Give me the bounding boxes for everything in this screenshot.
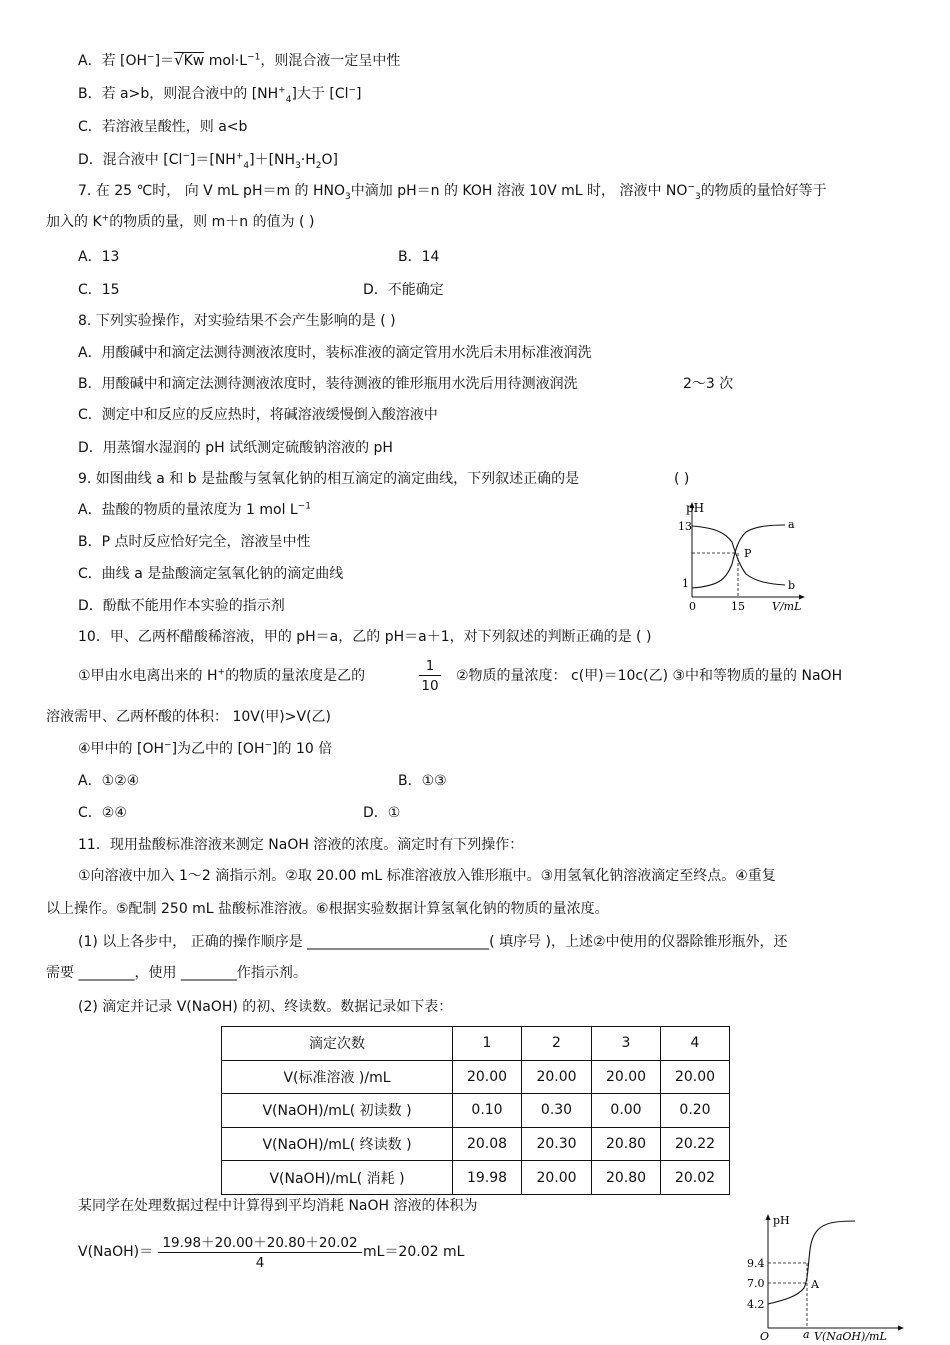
q7-stem-line1: 7. 在 25 ℃时， 向 V mL pH＝m 的 $HNO_3$中滴加 pH＝n 的 KOH 溶液 10V mL 时， 溶液中 $NO^-_3$的物质的量恰好等于 <box>78 182 827 202</box>
q9-curve-b <box>692 526 785 585</box>
table-cell: V(NaOH)/mL( 消耗 ) <box>222 1161 453 1195</box>
q8-option-d: D．用蒸馏水湿润的 pH 试纸测定硫酸钠溶液的 pH <box>78 440 393 456</box>
table-cell: 20.30 <box>522 1127 592 1161</box>
q9-graph-y-top: 13 <box>678 520 692 533</box>
q9-graph-point-label: P <box>744 547 752 560</box>
q11-calc-lhs: V(NaOH)＝ <box>78 1244 154 1260</box>
q7-option-b: B．14 <box>398 249 440 265</box>
q9-graph-curve-b-label: b <box>788 579 796 592</box>
table-cell: 20.00 <box>453 1060 522 1094</box>
q9-stem: 9. 如图曲线 a 和 b 是盐酸与氢氧化钠的相互滴定的滴定曲线，下列叙述正确的是 <box>78 471 580 487</box>
table-row <box>222 1094 730 1128</box>
q6-option-b: B．若 a>b，则混合液中的 $[NH^+_4]$大于 [Cl−] <box>78 85 362 105</box>
table-cell: 0.20 <box>661 1094 730 1128</box>
table-cell: 0.00 <box>592 1094 661 1128</box>
q8-option-c: C．测定中和反应的反应热时，将碱溶液缓慢倒入酸溶液中 <box>78 407 438 423</box>
table-header-cell: 1 <box>453 1027 522 1061</box>
table-cell: 19.98 <box>453 1161 522 1195</box>
q8-option-a: A．用酸碱中和滴定法测待测液浓度时，装标准液的滴定管用水洗后未用标准液润洗 <box>78 345 592 361</box>
q9-graph-y-label: pH <box>686 501 705 515</box>
q11-operations-line2: 以上操作。⑤配制 250 mL 盐酸标准溶液。⑥根据实验数据计算氢氧化钠的物质的量浓度。 <box>46 901 609 917</box>
table-cell: 20.00 <box>522 1161 592 1195</box>
q10-fraction: $\frac{1}{10}$ <box>419 658 441 694</box>
table-cell: 20.22 <box>661 1127 730 1161</box>
q9-curve-a <box>692 525 785 588</box>
q11-graph-point-label: A <box>811 1278 819 1291</box>
q11-part1-line1: (1) 以上各步中， 正确的操作顺序是 __________________________( 填序号 )，上述②中使用的仪器除锥形瓶外，还 <box>78 934 788 950</box>
table-cell: V(NaOH)/mL( 初读数 ) <box>222 1094 453 1128</box>
q11-operations-line1: ①向溶液中加入 1～2 滴指示剂。②取 20.00 mL 标准溶液放入锥形瓶中。③用氢氧化钠溶液滴定至终点。④重复 <box>78 868 776 884</box>
q11-data-table <box>221 1026 730 1195</box>
q9-graph-curve-a-label: a <box>788 518 795 531</box>
q10-option-c: C．②④ <box>78 805 127 821</box>
q7-option-a: A．13 <box>78 249 120 265</box>
q10-option-a: A．①②④ <box>78 773 140 789</box>
q11-graph-y2: 7.0 <box>747 1277 765 1290</box>
q7-option-d: D．不能确定 <box>363 282 444 298</box>
table-cell: 20.80 <box>592 1161 661 1195</box>
q11-graph-y1: 9.4 <box>747 1257 765 1270</box>
table-cell: 20.02 <box>661 1161 730 1195</box>
q8-stem: 8. 下列实验操作，对实验结果不会产生影响的是 ( ) <box>78 313 396 329</box>
q11-titration-curve <box>768 1221 855 1304</box>
q7-option-c: C．15 <box>78 282 120 298</box>
table-header-cell: 3 <box>592 1027 661 1061</box>
q11-graph-origin: O <box>760 1330 770 1342</box>
q11-calc-fraction: $\frac{19.98+20.00+20.80+20.02}{4}$ <box>158 1231 362 1271</box>
q9-titration-graph <box>670 500 820 615</box>
q10-statement-3-cont: 溶液需甲、乙两杯酸的体积： 10V(甲)>V(乙) <box>46 709 331 725</box>
q6-option-a: A．若 [OH−]＝√Kw $mol\cdot L^{-1}$，则混合液一定呈中性 <box>78 51 401 69</box>
q11-graph-y3: 4.2 <box>747 1298 765 1311</box>
q6-option-d: D．混合液中 $[Cl^-]=[NH^+_4]+[NH_3\cdot H_2O]$ <box>78 151 338 171</box>
q10-statement-4: ④甲中的 [OH−]为乙中的 [OH−]的 10 倍 <box>78 740 333 757</box>
table-cell: 20.80 <box>592 1127 661 1161</box>
q9-graph-x-label: V/mL <box>772 600 802 613</box>
q10-statement-1: ①甲由水电离出来的 H+的物质的量浓度是乙的 <box>78 667 366 684</box>
table-row <box>222 1127 730 1161</box>
q11-part1-line2: 需要 ________，使用 ________作指示剂。 <box>46 965 307 981</box>
table-header-cell: 滴定次数 <box>222 1027 453 1061</box>
q9-option-b: B．P 点时反应恰好完全，溶液呈中性 <box>78 534 311 550</box>
table-row <box>222 1161 730 1195</box>
q9-option-d: D．酚酞不能用作本实验的指示剂 <box>78 598 285 614</box>
table-cell: V(标准溶液 )/mL <box>222 1060 453 1094</box>
q7-stem-line2: 加入的 K+的物质的量，则 m＋n 的值为 ( ) <box>46 213 315 230</box>
table-header-cell: 2 <box>522 1027 592 1061</box>
table-cell: 20.00 <box>592 1060 661 1094</box>
table-cell: 20.00 <box>522 1060 592 1094</box>
q11-titration-graph <box>740 1210 910 1342</box>
q10-stem: 10．甲、乙两杯醋酸稀溶液，甲的 pH＝a，乙的 pH＝a＋1，对下列叙述的判断正确的是 ( ) <box>78 629 652 645</box>
q11-stem: 11．现用盐酸标准溶液来测定 NaOH 溶液的浓度。滴定时有下列操作： <box>78 837 524 853</box>
table-header-cell: 4 <box>661 1027 730 1061</box>
q9-answer-paren: ( ) <box>674 471 690 487</box>
q8-option-b-tail: 2～3 次 <box>683 376 734 392</box>
q9-graph-x-mid: 15 <box>731 600 745 613</box>
table-cell: 20.08 <box>453 1127 522 1161</box>
q9-option-c: C．曲线 a 是盐酸滴定氢氧化钠的滴定曲线 <box>78 566 344 582</box>
q11-graph-x-label: V(NaOH)/mL <box>814 1330 887 1342</box>
q10-option-b: B．①③ <box>398 773 447 789</box>
q8-option-b: B．用酸碱中和滴定法测待测液浓度时，装待测液的锥形瓶用水洗后用待测液润洗 <box>78 376 578 392</box>
table-row <box>222 1060 730 1094</box>
q11-calc-rhs: mL＝20.02 mL <box>363 1244 465 1260</box>
q11-graph-x-a: a <box>803 1328 810 1341</box>
q9-graph-x-zero: 0 <box>689 600 696 613</box>
table-cell: V(NaOH)/mL( 终读数 ) <box>222 1127 453 1161</box>
q11-graph-y-label: pH <box>773 1214 790 1227</box>
table-cell: 0.30 <box>522 1094 592 1128</box>
table-header-row <box>222 1027 730 1061</box>
q9-option-a: A．盐酸的物质的量浓度为 1 mol $L^{-1}$ <box>78 501 312 518</box>
q9-graph-y-bot: 1 <box>682 577 689 590</box>
q6-option-c: C．若溶液呈酸性，则 a<b <box>78 119 248 135</box>
table-cell: 0.10 <box>453 1094 522 1128</box>
q10-option-d: D．① <box>363 805 401 821</box>
table-cell: 20.00 <box>661 1060 730 1094</box>
q11-part2: (2) 滴定并记录 V(NaOH) 的初、终读数。数据记录如下表： <box>78 999 453 1015</box>
q10-statement-2-3: ②物质的量浓度： c(甲)＝10c(乙) ③中和等物质的量的 NaOH <box>456 668 843 684</box>
q11-calc-intro: 某同学在处理数据过程中计算得到平均消耗 NaOH 溶液的体积为 <box>78 1198 478 1214</box>
